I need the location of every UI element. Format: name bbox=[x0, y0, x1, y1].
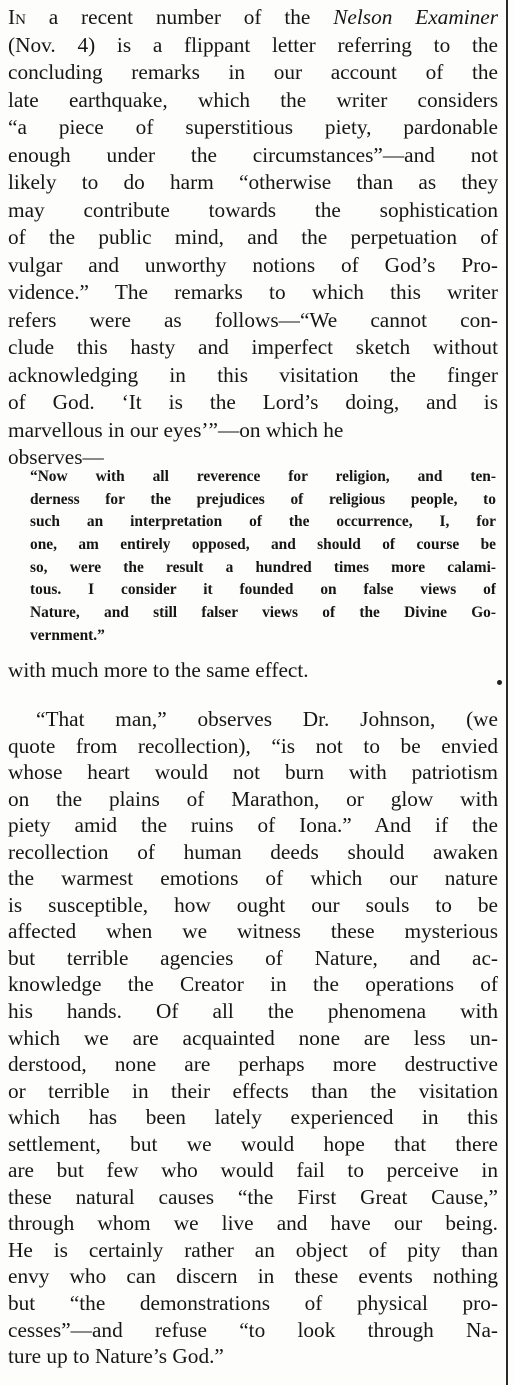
text-line: vidence.” The remarks to which this writer bbox=[8, 280, 498, 304]
line-fragment: a recent number of the bbox=[25, 5, 334, 29]
after-quote bbox=[8, 657, 498, 685]
text-line: on the plains of Marathon, or glow with bbox=[8, 786, 498, 811]
block-quotation bbox=[30, 466, 496, 648]
text-line: refers were as follows—“We cannot con- bbox=[8, 307, 498, 332]
text-line: settlement, but we would hope that there bbox=[8, 1131, 498, 1156]
text-line: likely to do harm “otherwise than as they bbox=[8, 170, 498, 194]
text-line: of God. ‘It is the Lord’s doing, and is bbox=[8, 390, 498, 414]
text-line: is susceptible, how ought our souls to be bbox=[8, 892, 498, 917]
text-line: quote from recollection), “is not to be envied bbox=[8, 733, 498, 758]
text-line: envy who can discern in these events nothing bbox=[8, 1264, 498, 1289]
text-line: with much more to the same effect. bbox=[8, 658, 309, 682]
ink-speck bbox=[497, 680, 502, 685]
text-line bbox=[8, 4, 498, 32]
text-line: of the public mind, and the perpetuation of bbox=[8, 225, 498, 249]
text-line: may contribute towards the sophistication bbox=[8, 197, 498, 222]
text-line: He is certainly rather an object of pity than bbox=[8, 1237, 498, 1262]
text-line: his hands. Of all the phenomena with bbox=[8, 999, 498, 1024]
text-line: cesses”—and refuse “to look through Na- bbox=[8, 1317, 498, 1342]
text-line: the warmest emotions of which our nature bbox=[8, 866, 498, 891]
text-line: late earthquake, which the writer considers bbox=[8, 87, 498, 112]
text-line: these natural causes “the First Great Cause,” bbox=[8, 1184, 498, 1209]
text-line: knowledge the Creator in the operations of bbox=[8, 972, 498, 997]
text-line: clude this hasty and imperfect sketch without bbox=[8, 335, 498, 359]
text-line: enough under the circumstances”—and not bbox=[8, 142, 498, 167]
text-line: piety amid the ruins of Iona.” And if the bbox=[8, 813, 498, 838]
quote-line: so, were the result a hundred times more calami- bbox=[30, 558, 496, 576]
quote-line: tous. I consider it founded on false views of bbox=[30, 581, 496, 599]
text-line: through whom we live and have our being. bbox=[8, 1211, 498, 1236]
text-line: “That man,” observes Dr. Johnson, (we bbox=[36, 707, 498, 731]
quote-line: “Now with all reverence for religion, and ten- bbox=[30, 468, 496, 485]
quote-line: one, am entirely opposed, and should of course be bbox=[30, 536, 496, 554]
paragraph-2 bbox=[8, 706, 498, 1370]
text-line: concluding remarks in our account of the bbox=[8, 60, 498, 84]
text-line: “a piece of superstitious piety, pardonable bbox=[8, 115, 498, 139]
text-line: recollection of human deeds should awaken bbox=[8, 839, 498, 864]
text-line: or terrible in their effects than the visitation bbox=[8, 1078, 498, 1103]
text-line: affected when we witness these mysterious bbox=[8, 919, 498, 944]
paragraph-1 bbox=[8, 4, 498, 472]
text-line: marvellous in our eyes’”—on which he bbox=[8, 417, 344, 442]
newspaper-name: Nelson Examiner bbox=[333, 5, 498, 29]
text-line: vulgar and unworthy notions of God’s Pro- bbox=[8, 252, 498, 277]
text-line: are but few who would fail to perceive in bbox=[8, 1158, 498, 1183]
text-line: (Nov. 4) is a flippant letter referring to the bbox=[8, 32, 498, 57]
text-line: but terrible agencies of Nature, and ac- bbox=[8, 945, 498, 970]
quote-line: such an interpretation of the occurrence, I, for bbox=[30, 513, 496, 531]
text-line: derstood, none are perhaps more destructive bbox=[8, 1052, 498, 1077]
quote-line: derness for the prejudices of religious people, to bbox=[30, 490, 496, 508]
text-line: observes— bbox=[8, 445, 104, 469]
quote-line: vernment.” bbox=[30, 626, 105, 644]
opening-word: In bbox=[8, 5, 26, 29]
text-line: acknowledging in this visitation the finger bbox=[8, 362, 498, 387]
column-rule bbox=[506, 0, 508, 1385]
quote-line: Nature, and still falser views of the Divine Go- bbox=[30, 604, 496, 622]
text-line: but “the demonstrations of physical pro- bbox=[8, 1291, 498, 1316]
text-line: ture up to Nature’s God.” bbox=[8, 1344, 224, 1369]
text-line: which has been lately experienced in this bbox=[8, 1105, 498, 1130]
text-line: whose heart would not burn with patriotism bbox=[8, 760, 498, 785]
text-line: which we are acquainted none are less un- bbox=[8, 1025, 498, 1050]
